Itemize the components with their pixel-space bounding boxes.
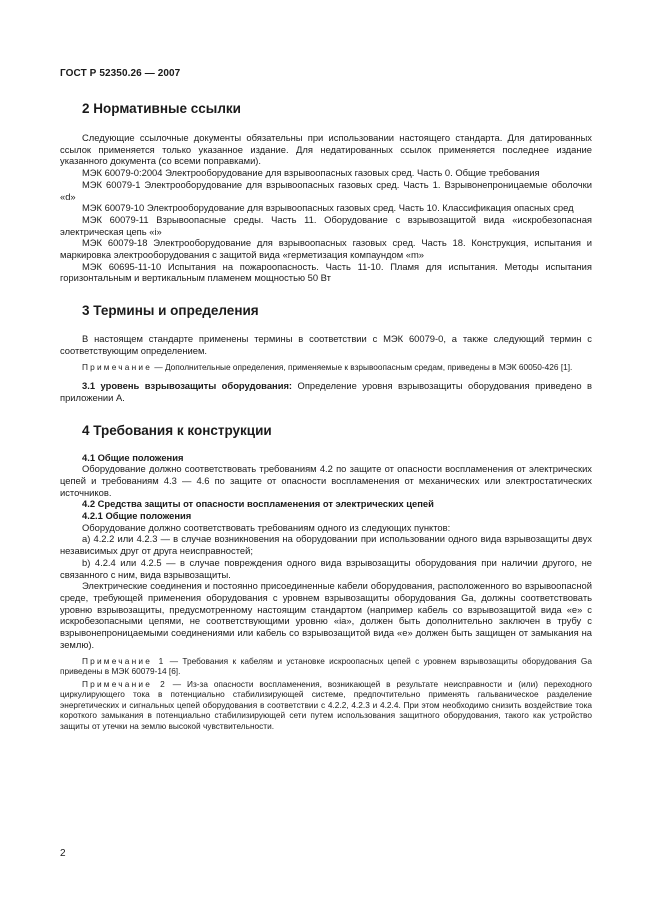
term-3-1 bbox=[60, 380, 592, 403]
note-1-label: Примечание 1 bbox=[82, 655, 166, 666]
paragraph-4-1: Оборудование должно соответствовать требованиям 4.2 по защите от опасности воспламенения от электрических цепей и требованиям 4.3 — 4.6 по защите от опасности воспламенения от механических или электростатических источников. bbox=[60, 463, 592, 498]
section-2-intro: Следующие ссылочные документы обязательны при использовании настоящего стандарта. Для датированных ссылок применяется только указанное издание. Для недатированных ссылок применяется последнее издание указанного документа (со всеми поправками). bbox=[60, 132, 592, 167]
note-label: Примечание bbox=[82, 361, 153, 372]
paragraph-connections: Электрические соединения и постоянно присоединенные кабели оборудования, расположенного во взрывоопасной среде, требующей применения оборудования с уровнем взрывозащиты оборудования Ga, должны соответствовать уровню взрывозащиты, предусмотренному настоящим стандартом (например кабель со взрывозащитой вида «е» с искробезопасными цепями, не соответствующими уровню «ia», должен быть дополнительно заключен в трубу с взрывонепроницаемыми соединениями или кабель со взрывозащитой вида «е» должен быть защищен от замыкания на землю). bbox=[60, 580, 592, 650]
note-2-label: Примечание 2 bbox=[82, 678, 167, 689]
section-4-title: 4 Требования к конструкции bbox=[82, 422, 272, 438]
subsection-4-2-heading bbox=[60, 498, 592, 510]
ref-item: МЭК 60695-11-10 Испытания на пожароопасность. Часть 11-10. Пламя для испытания. Методы испытания горизонтальным и вертикальным пламенем мощностью 50 Вт bbox=[60, 260, 592, 284]
note-2 bbox=[60, 679, 592, 732]
document-body bbox=[60, 95, 592, 732]
ref-item: МЭК 60079-10 Электрооборудование для взрывоопасных газовых сред. Часть 10. Классификация опасных сред bbox=[82, 202, 574, 214]
term-label: 3.1 уровень взрывозащиты оборудования: bbox=[82, 380, 293, 392]
note-1-text: — Требования к кабелям и установке искроопасных цепей с уровнем взрывозащиты оборудования Ga приведены в МЭК 60079-14 [6]. bbox=[60, 655, 593, 677]
section-3-note bbox=[60, 362, 592, 373]
list-item-a: а) 4.2.2 или 4.2.3 — в случае возникновения на оборудовании при использовании одного вида взрывозащиты двух независимых друг от друга неисправностей; bbox=[60, 533, 592, 557]
section-3-title: 3 Термины и определения bbox=[82, 303, 259, 319]
subsection-4-1-heading bbox=[60, 452, 592, 464]
paragraph-4-2-1: Оборудование должно соответствовать требованиям одного из следующих пунктов: bbox=[82, 521, 451, 533]
heading-4-2-1: 4.2.1 Общие положения bbox=[82, 510, 192, 522]
ref-item: МЭК 60079-0:2004 Электрооборудование для взрывоопасных газовых сред. Часть 0. Общие требования bbox=[82, 167, 540, 179]
ref-item: МЭК 60079-1 Электрооборудование для взрывоопасных газовых сред. Часть 1. Взрывонепроницаемые оболочки «d» bbox=[60, 178, 592, 202]
note-1 bbox=[60, 656, 592, 677]
section-3-text: В настоящем стандарте применены термины в соответствии с МЭК 60079-0, а также следующий термин с соответствующим определением. bbox=[60, 333, 592, 356]
ref-item: МЭК 60079-11 Взрывоопасные среды. Часть 11. Оборудование с взрывозащитой вида «искробезопасная электрическая цепь «i» bbox=[60, 213, 592, 237]
list-item-b: b) 4.2.4 или 4.2.5 — в случае повреждения одного вида взрывозащиты оборудования при наличии другого, не связанного с ним, вида взрывозащиты. bbox=[60, 556, 592, 580]
note-2-text: — Из-за опасности воспламенения, возникающей в результате неисправности и (или) переходного циркулирующего тока в потенциально стабилизирующей системе, предпочтительно применять гальваническое разделение энергетических и сигнальных цепей оборудования в соответствии с 4.2.2, 4.2.3 и 4.2.4. При этом необходимо снизить воздействие тока короткого замыкания в потенциально стабилизирующей сети путем использования защитного оборудования, такого как устройство защиты от утечки на землю высокой чувствительности. bbox=[60, 678, 592, 732]
heading-4-1: 4.1 Общие положения bbox=[82, 451, 184, 463]
subsection-4-2-1-heading bbox=[60, 510, 592, 522]
ref-item: МЭК 60079-18 Электрооборудование для взрывоопасных газовых сред. Часть 18. Конструкция, испытания и маркировка электрооборудования с защитой вида «герметизация компаундом «m» bbox=[60, 237, 592, 261]
note-text: — Дополнительные определения, применяемые к взрывоопасным средам, приведены в МЭК 60050-426 [1]. bbox=[152, 361, 573, 372]
heading-4-2: 4.2 Средства защиты от опасности воспламенения от электрических цепей bbox=[82, 498, 434, 510]
term-text: Определение уровня взрывозащиты оборудования приведено в приложении А. bbox=[60, 380, 593, 403]
document-header: ГОСТ Р 52350.26 — 2007 bbox=[60, 68, 181, 79]
page-number: 2 bbox=[60, 848, 66, 859]
section-2-title: 2 Нормативные ссылки bbox=[82, 101, 241, 116]
